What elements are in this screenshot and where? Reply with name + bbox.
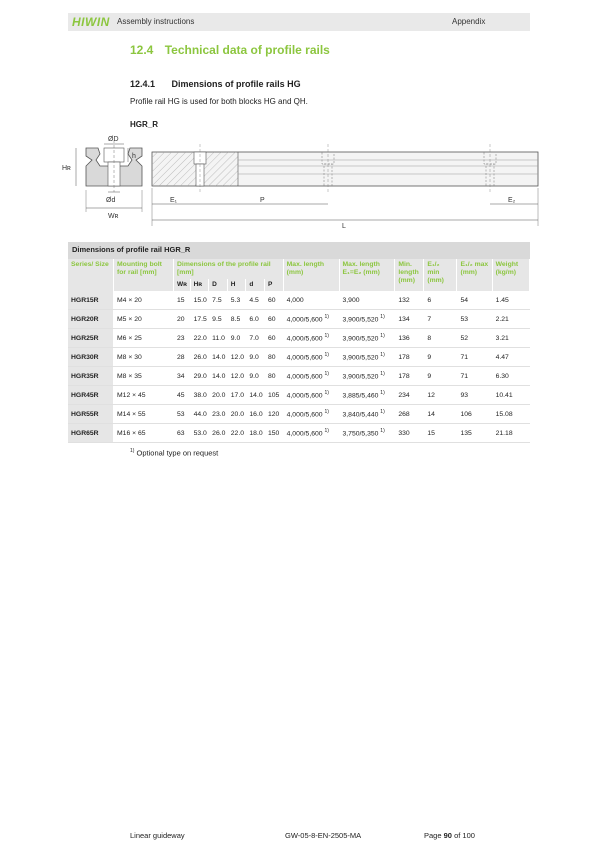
cell-H [227,291,246,310]
cell-d [246,310,265,329]
cell-weight [492,405,529,424]
cell-max-length-value: 4,000/5,600 [286,430,323,438]
subsection-number: 12.4.1 [130,79,156,89]
footer-page-number: 90 [443,831,452,840]
cell-min-length-value: 132 [398,296,410,304]
cell-D-value: 23.0 [212,410,226,418]
col-header-series: Series/ Size [68,259,114,291]
cell-max-length-value: 4,000/5,600 [286,392,323,400]
dim-wr-label: Wʀ [108,213,119,220]
cell-bolt-value: M4 × 20 [117,296,142,304]
cell-H [227,424,246,443]
cell-e-min [424,310,457,329]
section-number: 12.4 [130,43,154,57]
subsection-heading [130,79,301,89]
cell-d [246,405,265,424]
rail-cross-section [62,136,142,220]
col-header-wr: Wʀ [174,279,191,291]
cell-max-length-e-value: 3,840/5,440 [342,411,379,419]
cell-D-value: 11.0 [212,334,225,342]
cell-D [209,386,228,405]
cell-e-min [424,367,457,386]
cell-size [68,386,114,405]
cell-wr [174,310,191,329]
cell-e-min [424,291,457,310]
cell-weight [492,348,529,367]
footer-page-prefix: Page [424,831,442,840]
cell-wr-value: 34 [177,372,185,380]
cell-D-value: 14.0 [212,353,226,361]
figure-label: HGR_R [130,120,159,129]
cell-hr-value: 38.0 [193,391,207,399]
cell-hr [190,405,209,424]
cell-bolt [114,329,174,348]
cell-min-length [395,405,424,424]
cell-wr [174,348,191,367]
cell-size-value: HGR25R [71,334,99,342]
footnote-ref: 1) [324,314,329,321]
cell-bolt-value: M8 × 35 [117,372,142,380]
cell-size-value: HGR15R [71,296,99,304]
cell-e-max-value: 71 [460,372,468,380]
cell-wr [174,424,191,443]
cell-wr [174,291,191,310]
cell-hr-value: 17.5 [193,315,207,323]
cell-weight [492,386,529,405]
cell-max-length-e-value: 3,900/5,520 [342,335,379,343]
cell-hr-value: 29.0 [193,372,207,380]
cell-P-value: 60 [268,334,276,342]
dimensions-table-container [68,242,530,443]
cell-D [209,405,228,424]
table-row [68,348,530,367]
table-row [68,405,530,424]
rail-drawing [52,130,542,230]
table-title: Dimensions of profile rail HGR_R [68,242,530,259]
cell-size-value: HGR35R [71,372,99,380]
cell-max-length-value: 4,000/5,600 [286,373,323,381]
cell-e-min-value: 12 [427,391,435,399]
col-header-max-length-e: Max. length E₁=E₂ (mm) [339,259,395,291]
footnote-ref: 1) [324,352,329,359]
cell-d-value: 16.0 [249,410,263,418]
dimensions-table [68,259,530,443]
section-title: Technical data of profile rails [164,43,330,57]
cell-max-length-e-value: 3,900/5,520 [342,316,379,324]
cell-hr-value: 22.0 [193,334,207,342]
col-header-hr: Hʀ [190,279,209,291]
cell-H [227,405,246,424]
cell-wr-value: 15 [177,296,185,304]
cell-hr [190,348,209,367]
cell-size-value: HGR20R [71,315,99,323]
cell-H-value: 12.0 [230,353,245,361]
cell-weight [492,367,529,386]
cell-size [68,310,114,329]
cell-size-value: HGR30R [71,353,99,361]
cell-hr [190,424,209,443]
cell-bolt-value: M8 × 30 [117,353,142,361]
cell-P [265,348,284,367]
cell-bolt-value: M5 × 20 [117,315,142,323]
cell-e-max-value: 93 [460,391,468,399]
dim-od-label: ØD [108,136,119,143]
cell-max-length [283,329,339,348]
cell-e-max [457,386,492,405]
cell-e-min-value: 9 [427,372,432,380]
cell-bolt [114,424,174,443]
cell-e-min-value: 7 [427,315,432,323]
cell-D [209,310,228,329]
cell-P-value: 60 [268,296,276,304]
subsection-title: Dimensions of profile rails HG [171,79,301,89]
dim-p-label: P [260,197,265,204]
cell-max-length-e [339,424,395,443]
cell-hr-value: 53.0 [193,429,207,437]
footer-left: Linear guideway [130,831,185,840]
cell-max-length-value: 4,000/5,600 [286,354,323,362]
cell-size [68,348,114,367]
cell-d [246,386,265,405]
cell-e-min [424,405,457,424]
cell-e-max [457,367,492,386]
page-header [68,13,530,31]
cell-max-length-e-value: 3,900/5,520 [342,373,379,381]
cell-d [246,348,265,367]
cell-wr [174,329,191,348]
cell-e-max [457,405,492,424]
cell-weight-value: 10.41 [495,391,513,399]
cell-H [227,367,246,386]
cell-hr [190,329,209,348]
col-header-e-max: E₁/₂ max (mm) [457,259,492,291]
cell-D-value: 14.0 [212,372,226,380]
footnote-ref: 1) [380,428,385,435]
cell-max-length-value: 4,000/5,600 [286,335,323,343]
cell-weight [492,310,529,329]
cell-max-length-e-value: 3,885/5,460 [342,392,379,400]
cell-max-length-value: 4,000 [286,296,304,304]
cell-P [265,310,284,329]
cell-d [246,424,265,443]
cell-max-length-e [339,348,395,367]
cell-max-length-value: 4,000/5,600 [286,316,323,324]
cell-P [265,386,284,405]
cell-max-length-e [339,291,395,310]
cell-min-length [395,310,424,329]
cell-e-max [457,424,492,443]
cell-hr-value: 15.0 [193,296,207,304]
dim-h-label: h [132,153,136,160]
cell-max-length [283,424,339,443]
cell-P [265,329,284,348]
footnote-ref: 1) [324,333,329,340]
cell-P [265,424,284,443]
cell-hr [190,291,209,310]
cell-P-value: 60 [268,315,276,323]
cell-wr-value: 28 [177,353,185,361]
cell-max-length-e [339,405,395,424]
cell-max-length-e [339,310,395,329]
dim-l-label: L [342,223,346,230]
cell-wr-value: 20 [177,315,185,323]
cell-D-value: 20.0 [212,391,226,399]
cell-d-value: 4.5 [249,296,259,304]
cell-min-length-value: 178 [398,372,410,380]
cell-bolt [114,367,174,386]
cell-hr-value: 26.0 [193,353,207,361]
cell-size [68,367,114,386]
col-header-bolt: Mounting bolt for rail [mm] [114,259,174,291]
section-heading [130,43,330,57]
cell-H [227,329,246,348]
dim-hr-label: Hʀ [62,165,71,172]
table-row [68,386,530,405]
cell-P-value: 105 [268,391,280,399]
cell-min-length-value: 134 [398,315,410,323]
cell-H-value: 5.3 [230,296,241,304]
cell-P-value: 80 [268,353,276,361]
footnote-ref: 1) [324,409,329,416]
cell-H [227,310,246,329]
cell-D-value: 26.0 [212,429,226,437]
cell-d-value: 6.0 [249,315,259,323]
cell-min-length-value: 234 [398,391,410,399]
cell-weight-value: 3.21 [495,334,509,342]
cell-e-max [457,329,492,348]
cell-min-length [395,367,424,386]
footnote-ref: 1) [324,390,329,397]
rail-side-view [152,144,538,230]
cell-H-value: 8.5 [230,315,241,323]
table-row [68,291,530,310]
col-header-e-min: E₁/₂ min (mm) [424,259,457,291]
cell-e-max-value: 53 [460,315,468,323]
cell-wr [174,386,191,405]
cell-bolt [114,291,174,310]
footnote-ref: 1) [324,428,329,435]
cell-bolt-value: M12 × 45 [117,391,146,399]
cell-P-value: 150 [268,429,280,437]
cell-H-value: 17.0 [230,391,245,399]
footnote [130,448,218,458]
cell-hr [190,367,209,386]
cell-e-min-value: 15 [427,429,435,437]
cell-min-length [395,424,424,443]
footnote-ref: 1) [380,371,385,378]
cell-min-length [395,348,424,367]
cell-bolt [114,386,174,405]
cell-size [68,329,114,348]
table-row [68,367,530,386]
dim-e1-label: E₁ [170,197,178,204]
cell-bolt [114,348,174,367]
cell-e-min [424,424,457,443]
col-header-P: P [265,279,284,291]
cell-weight-value: 15.08 [495,410,513,418]
table-row [68,424,530,443]
cell-size-value: HGR55R [71,410,99,418]
cell-e-max-value: 52 [460,334,468,342]
col-header-dims: Dimensions of the profile rail [mm] [174,259,284,279]
cell-wr-value: 63 [177,429,185,437]
cell-size [68,424,114,443]
cell-e-min-value: 8 [427,334,432,342]
cell-d-value: 14.0 [249,391,263,399]
cell-min-length [395,329,424,348]
cell-e-min-value: 14 [427,410,435,418]
cell-max-length [283,386,339,405]
cell-max-length-e [339,329,395,348]
cell-D [209,348,228,367]
cell-P [265,405,284,424]
cell-wr [174,367,191,386]
col-header-D: D [209,279,228,291]
cell-bolt-value: M16 × 65 [117,429,146,437]
cell-weight-value: 2.21 [495,315,509,323]
cell-min-length-value: 330 [398,429,410,437]
cell-min-length-value: 178 [398,353,410,361]
cell-max-length [283,310,339,329]
cell-e-max [457,348,492,367]
cell-weight-value: 21.18 [495,429,513,437]
cell-H-value: 9.0 [230,334,241,342]
cell-D [209,291,228,310]
footer-page [424,831,475,840]
cell-e-max [457,291,492,310]
intro-text: Profile rail HG is used for both blocks HG and QH. [130,97,308,106]
cell-wr-value: 23 [177,334,185,342]
cell-size [68,405,114,424]
col-header-min-length: Min. length (mm) [395,259,424,291]
cell-bolt-value: M6 × 25 [117,334,142,342]
cell-P-value: 80 [268,372,276,380]
cell-wr-value: 45 [177,391,185,399]
cell-d-value: 9.0 [249,353,259,361]
table-row [68,329,530,348]
cell-H-value: 12.0 [230,372,245,380]
cell-bolt [114,405,174,424]
cell-D-value: 9.5 [212,315,222,323]
cell-weight [492,329,529,348]
cell-min-length [395,291,424,310]
cell-weight [492,291,529,310]
cell-e-min-value: 9 [427,353,432,361]
cell-size-value: HGR65R [71,429,99,437]
footer-doc-id: GW-05-8-EN-2505-MA [285,831,362,840]
cell-H-value: 22.0 [230,429,245,437]
footnote-ref: 1) [380,333,385,340]
col-header-H: H [227,279,246,291]
table-row [68,310,530,329]
cell-d [246,367,265,386]
cell-size [68,291,114,310]
cell-min-length [395,386,424,405]
cell-hr [190,386,209,405]
cell-H-value: 20.0 [230,410,245,418]
footnote-text: Optional type on request [136,448,219,458]
hiwin-logo: HIWIN [72,15,110,29]
cell-P-value: 120 [268,410,280,418]
cell-e-min [424,386,457,405]
dim-d-label: Ød [106,197,116,204]
cell-H [227,348,246,367]
cell-max-length [283,291,339,310]
cell-weight-value: 6.30 [495,372,509,380]
cell-d [246,291,265,310]
cell-max-length-value: 4,000/5,600 [286,411,323,419]
cell-d-value: 18.0 [249,429,263,437]
cell-e-max-value: 54 [460,296,468,304]
cell-H [227,386,246,405]
footnote-ref: 1) [324,371,329,378]
footnote-ref: 1) [380,390,385,397]
cell-D-value: 7.5 [212,296,222,304]
cell-e-max [457,310,492,329]
cell-wr [174,405,191,424]
cell-D [209,367,228,386]
cell-e-min [424,329,457,348]
header-section: Appendix [452,17,486,26]
footnote-ref: 1) [380,314,385,321]
cell-min-length-value: 268 [398,410,410,418]
cell-max-length-e-value: 3,900/5,520 [342,354,379,362]
cell-max-length-e [339,367,395,386]
cell-d-value: 9.0 [249,372,259,380]
header-title: Assembly instructions [117,17,195,26]
footnote-ref: 1) [380,409,385,416]
cell-e-max-value: 135 [460,429,472,437]
cell-d [246,329,265,348]
col-header-weight: Weight (kg/m) [492,259,529,291]
cell-D [209,424,228,443]
footnote-ref: 1) [380,352,385,359]
footnote-mark: 1) [130,448,135,454]
cell-P [265,367,284,386]
cell-bolt-value: M14 × 55 [117,410,146,418]
cell-e-max-value: 106 [460,410,472,418]
col-header-max-length: Max. length (mm) [283,259,339,291]
cell-weight [492,424,529,443]
cell-e-min [424,348,457,367]
cell-max-length [283,367,339,386]
cell-weight-value: 1.45 [495,296,509,304]
cell-min-length-value: 136 [398,334,410,342]
cell-size-value: HGR45R [71,391,99,399]
dim-e2-label: E₂ [508,197,516,204]
cell-wr-value: 53 [177,410,185,418]
cell-weight-value: 4.47 [495,353,509,361]
cell-max-length-e [339,386,395,405]
footer-page-total: of 100 [454,831,475,840]
cell-max-length [283,405,339,424]
cell-max-length [283,348,339,367]
cell-D [209,329,228,348]
cell-d-value: 7.0 [249,334,259,342]
cell-P [265,291,284,310]
cell-hr-value: 44.0 [193,410,207,418]
cell-bolt [114,310,174,329]
cell-max-length-e-value: 3,900 [342,296,360,304]
cell-e-max-value: 71 [460,353,468,361]
cell-max-length-e-value: 3,750/5,350 [342,430,379,438]
cell-hr [190,310,209,329]
col-header-d: d [246,279,265,291]
cell-e-min-value: 6 [427,296,432,304]
